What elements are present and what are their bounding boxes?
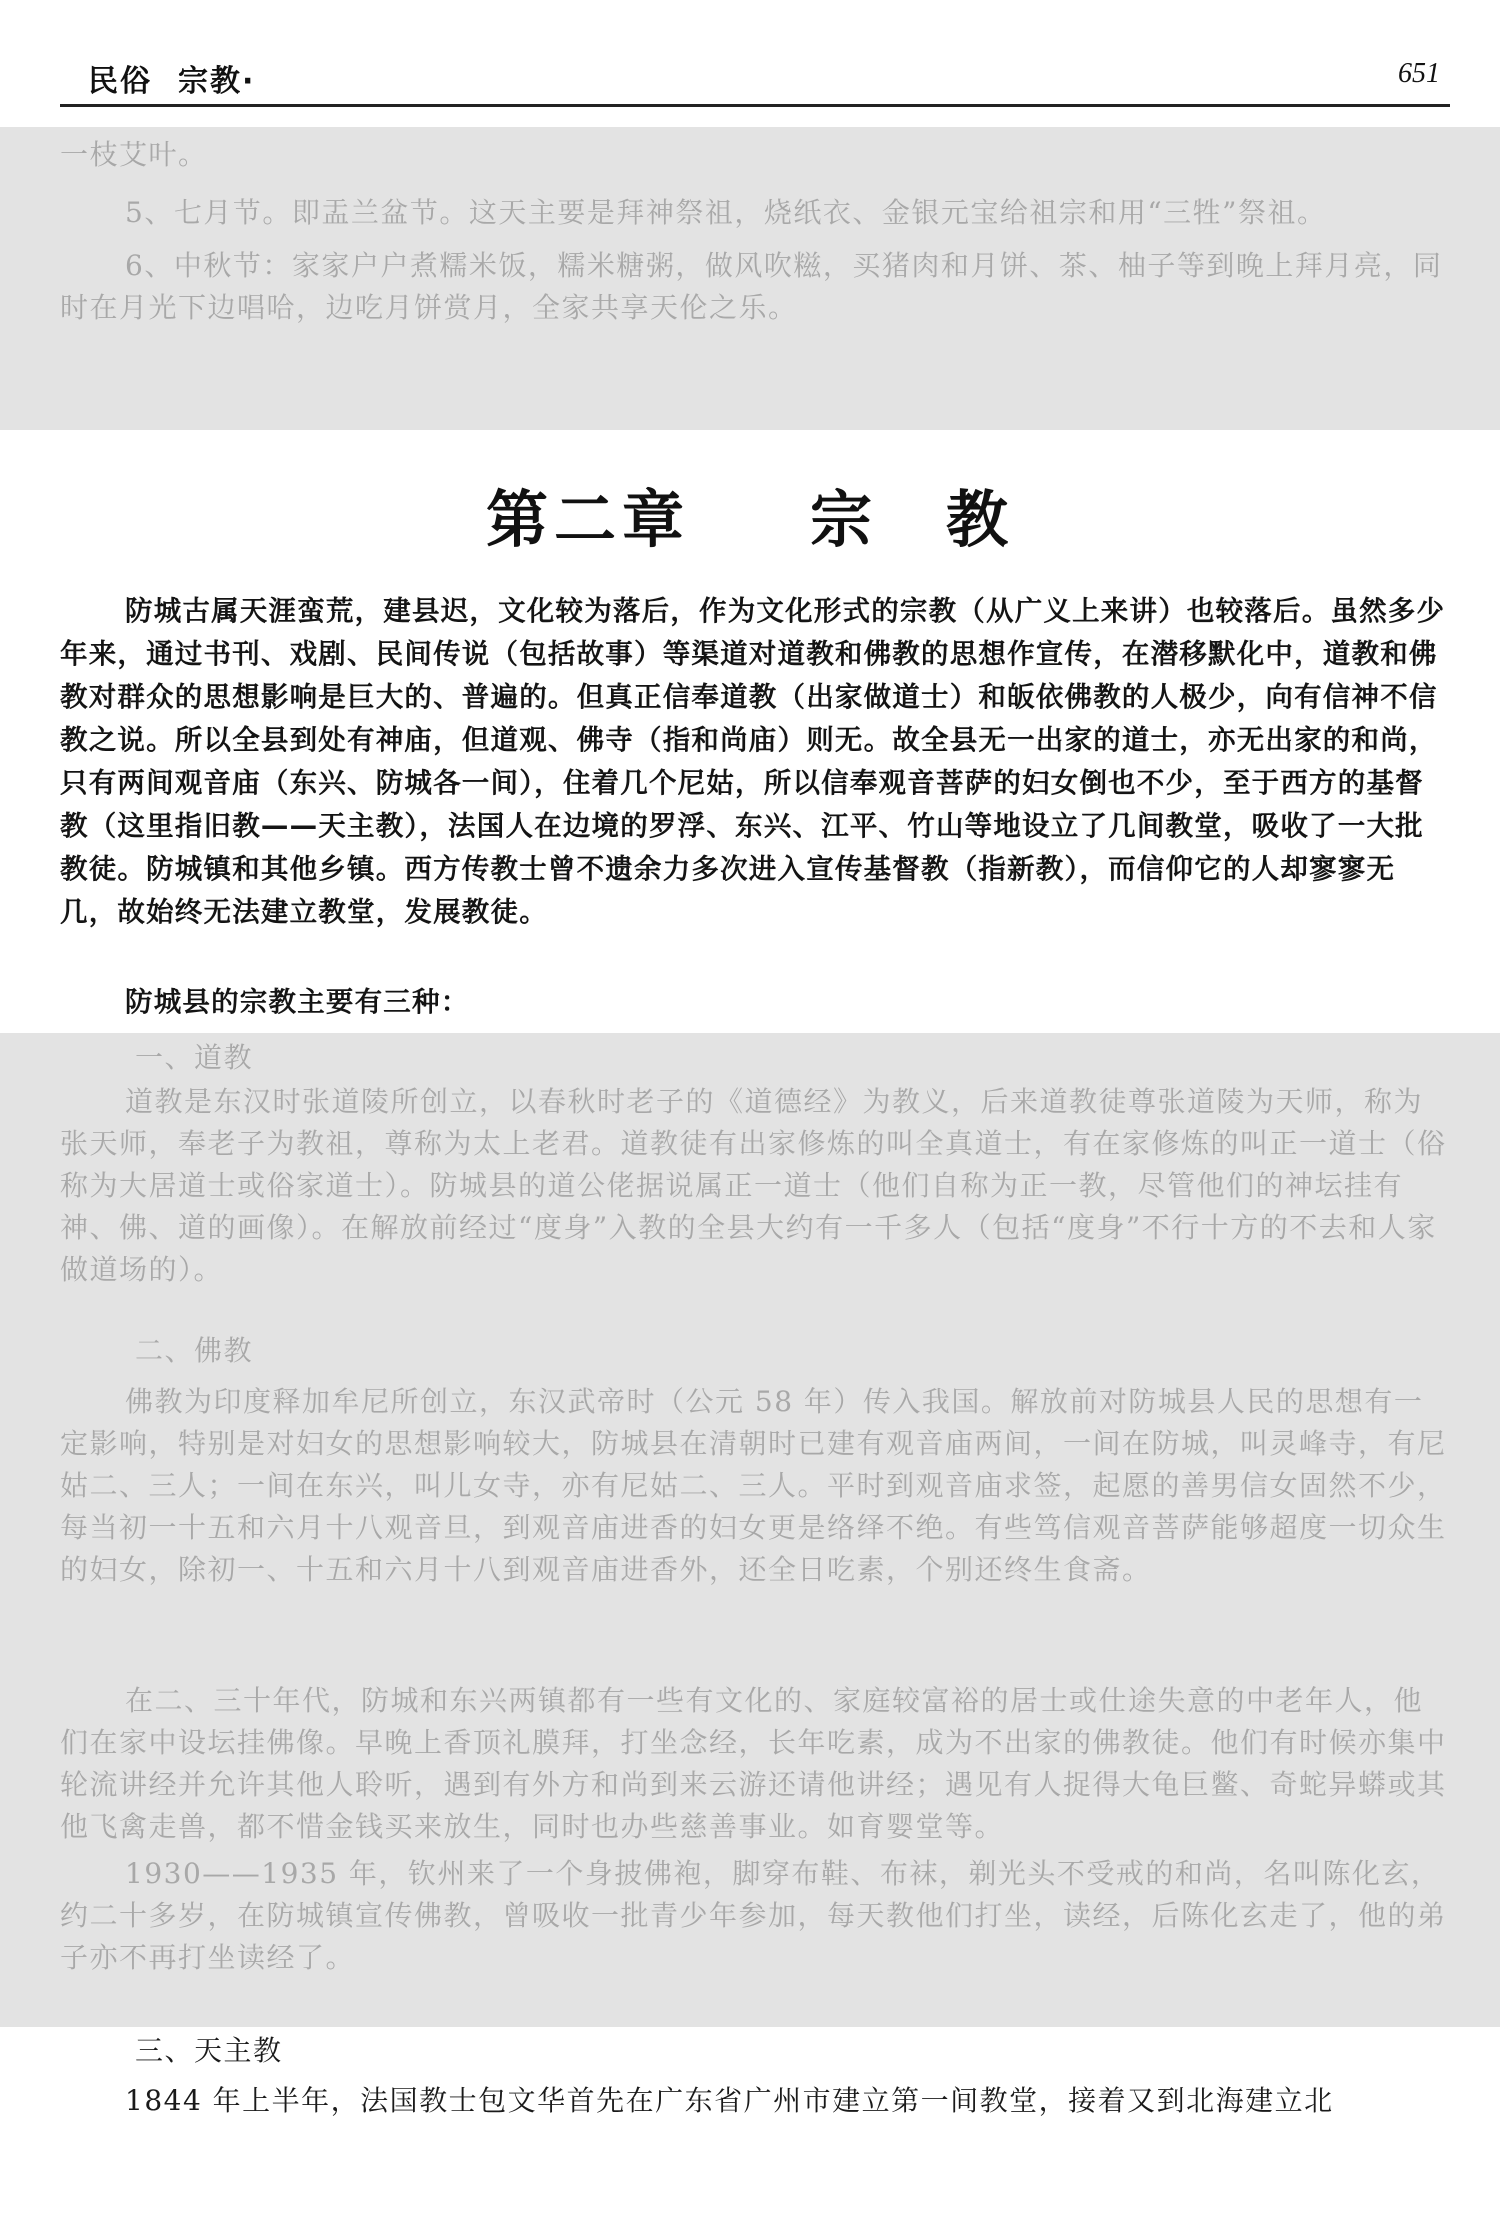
festival-item-5: 5、七月节。即盂兰盆节。这天主要是拜神祭祖，烧纸衣、金银元宝给祖宗和用“三牲”祭祖。 bbox=[125, 196, 1327, 229]
section-title-a: 民俗 bbox=[88, 64, 152, 99]
section-title bbox=[88, 56, 255, 100]
header-rule bbox=[60, 104, 1450, 107]
chapter-name: 宗 教 bbox=[810, 483, 1015, 556]
intro-types: 防城县的宗教主要有三种： bbox=[125, 986, 470, 1018]
taoism-heading: 一、道教 bbox=[135, 1041, 254, 1074]
buddhism-paragraph-3: 1930——1935 年，钦州来了一个身披佛袍，脚穿布鞋、布袜，剃光头不受戒的和尚，名叫陈化玄，约二十多岁，在防城镇宣传佛教，曾吸收一批青少年参加，每天教他们打坐，读经，后陈化玄走了，他的弟子亦不再打坐读经了。 bbox=[60, 1857, 1447, 1974]
buddhism-paragraph-1: 佛教为印度释加牟尼所创立，东汉武帝时（公元 58 年）传入我国。解放前对防城县人民的思想有一定影响，特别是对妇女的思想影响较大，防城县在清朝时已建有观音庙两间，一间在防城，叫灵峰寺，有尼姑二、三人；一间在东兴，叫儿女寺，亦有尼姑二、三人。平时到观音庙求签，起愿的善男信女固然不少，每当初一十五和六月十八观音旦，到观音庙进香的妇女更是络绎不绝。有些笃信观音菩萨能够超度一切众生的妇女，除初一、十五和六月十八到观音庙进香外，还全日吃素，个别还终生食斋。 bbox=[60, 1385, 1447, 1586]
catholicism-body: 1844 年上半年，法国教士包文华首先在广东省广州市建立第一间教堂，接着又到北海建立北 bbox=[125, 2084, 1334, 2117]
section-title-b: 宗教· bbox=[178, 64, 256, 99]
chapter-label: 第二章 bbox=[485, 483, 690, 556]
buddhism-heading: 二、佛教 bbox=[135, 1334, 254, 1367]
page-number: 651 bbox=[1398, 58, 1440, 89]
catholicism-heading: 三、天主教 bbox=[135, 2034, 283, 2067]
intro-paragraph: 防城古属天涯蛮荒，建县迟，文化较为落后，作为文化形式的宗教（从广义上来讲）也较落后。虽然多少年来，通过书刊、戏剧、民间传说（包括故事）等渠道对道教和佛教的思想作宣传，在潜移默化中，道教和佛教对群众的思想影响是巨大的、普遍的。但真正信奉道教（出家做道士）和皈依佛教的人极少，向有信神不信教之说。所以全县到处有神庙，但道观、佛寺（指和尚庙）则无。故全县无一出家的道士，亦无出家的和尚，只有两间观音庙（东兴、防城各一间），住着几个尼姑，所以信奉观音菩萨的妇女倒也不少，至于西方的基督教（这里指旧教——天主教），法国人在边境的罗浮、东兴、江平、竹山等地设立了几间教堂，吸收了一大批教徒。防城镇和其他乡镇。西方传教士曾不遗余力多次进入宣传基督教（指新教），而信仰它的人却寥寥无几，故始终无法建立教堂，发展教徒。 bbox=[60, 595, 1446, 928]
festival-continuation: 一枝艾叶。 bbox=[60, 138, 208, 171]
taoism-body: 道教是东汉时张道陵所创立，以春秋时老子的《道德经》为教义，后来道教徒尊张道陵为天师，称为张天师，奉老子为教祖，尊称为太上老君。道教徒有出家修炼的叫全真道士，有在家修炼的叫正一道士（俗称为大居道士或俗家道士）。防城县的道公佬据说属正一道士（他们自称为正一教，尽管他们的神坛挂有神、佛、道的画像）。在解放前经过“度身”入教的全县大约有一千多人（包括“度身”不行十方的不去和人家做道场的）。 bbox=[60, 1085, 1447, 1286]
buddhism-paragraph-2: 在二、三十年代，防城和东兴两镇都有一些有文化的、家庭较富裕的居士或仕途失意的中老年人，他们在家中设坛挂佛像。早晚上香顶礼膜拜，打坐念经，长年吃素，成为不出家的佛教徒。他们有时候亦集中轮流讲经并允许其他人聆听，遇到有外方和尚到来云游还请他讲经；遇见有人捉得大龟巨鳖、奇蛇异蟒或其他飞禽走兽，都不惜金钱买来放生，同时也办些慈善事业。如育婴堂等。 bbox=[60, 1684, 1447, 1843]
chapter-title bbox=[0, 470, 1500, 559]
running-header bbox=[60, 56, 1450, 106]
festival-item-6: 6、中秋节：家家户户煮糯米饭，糯米糖粥，做风吹糍，买猪肉和月饼、茶、柚子等到晚上拜月亮，同时在月光下边唱哈，边吃月饼赏月，全家共享天伦之乐。 bbox=[60, 249, 1443, 324]
